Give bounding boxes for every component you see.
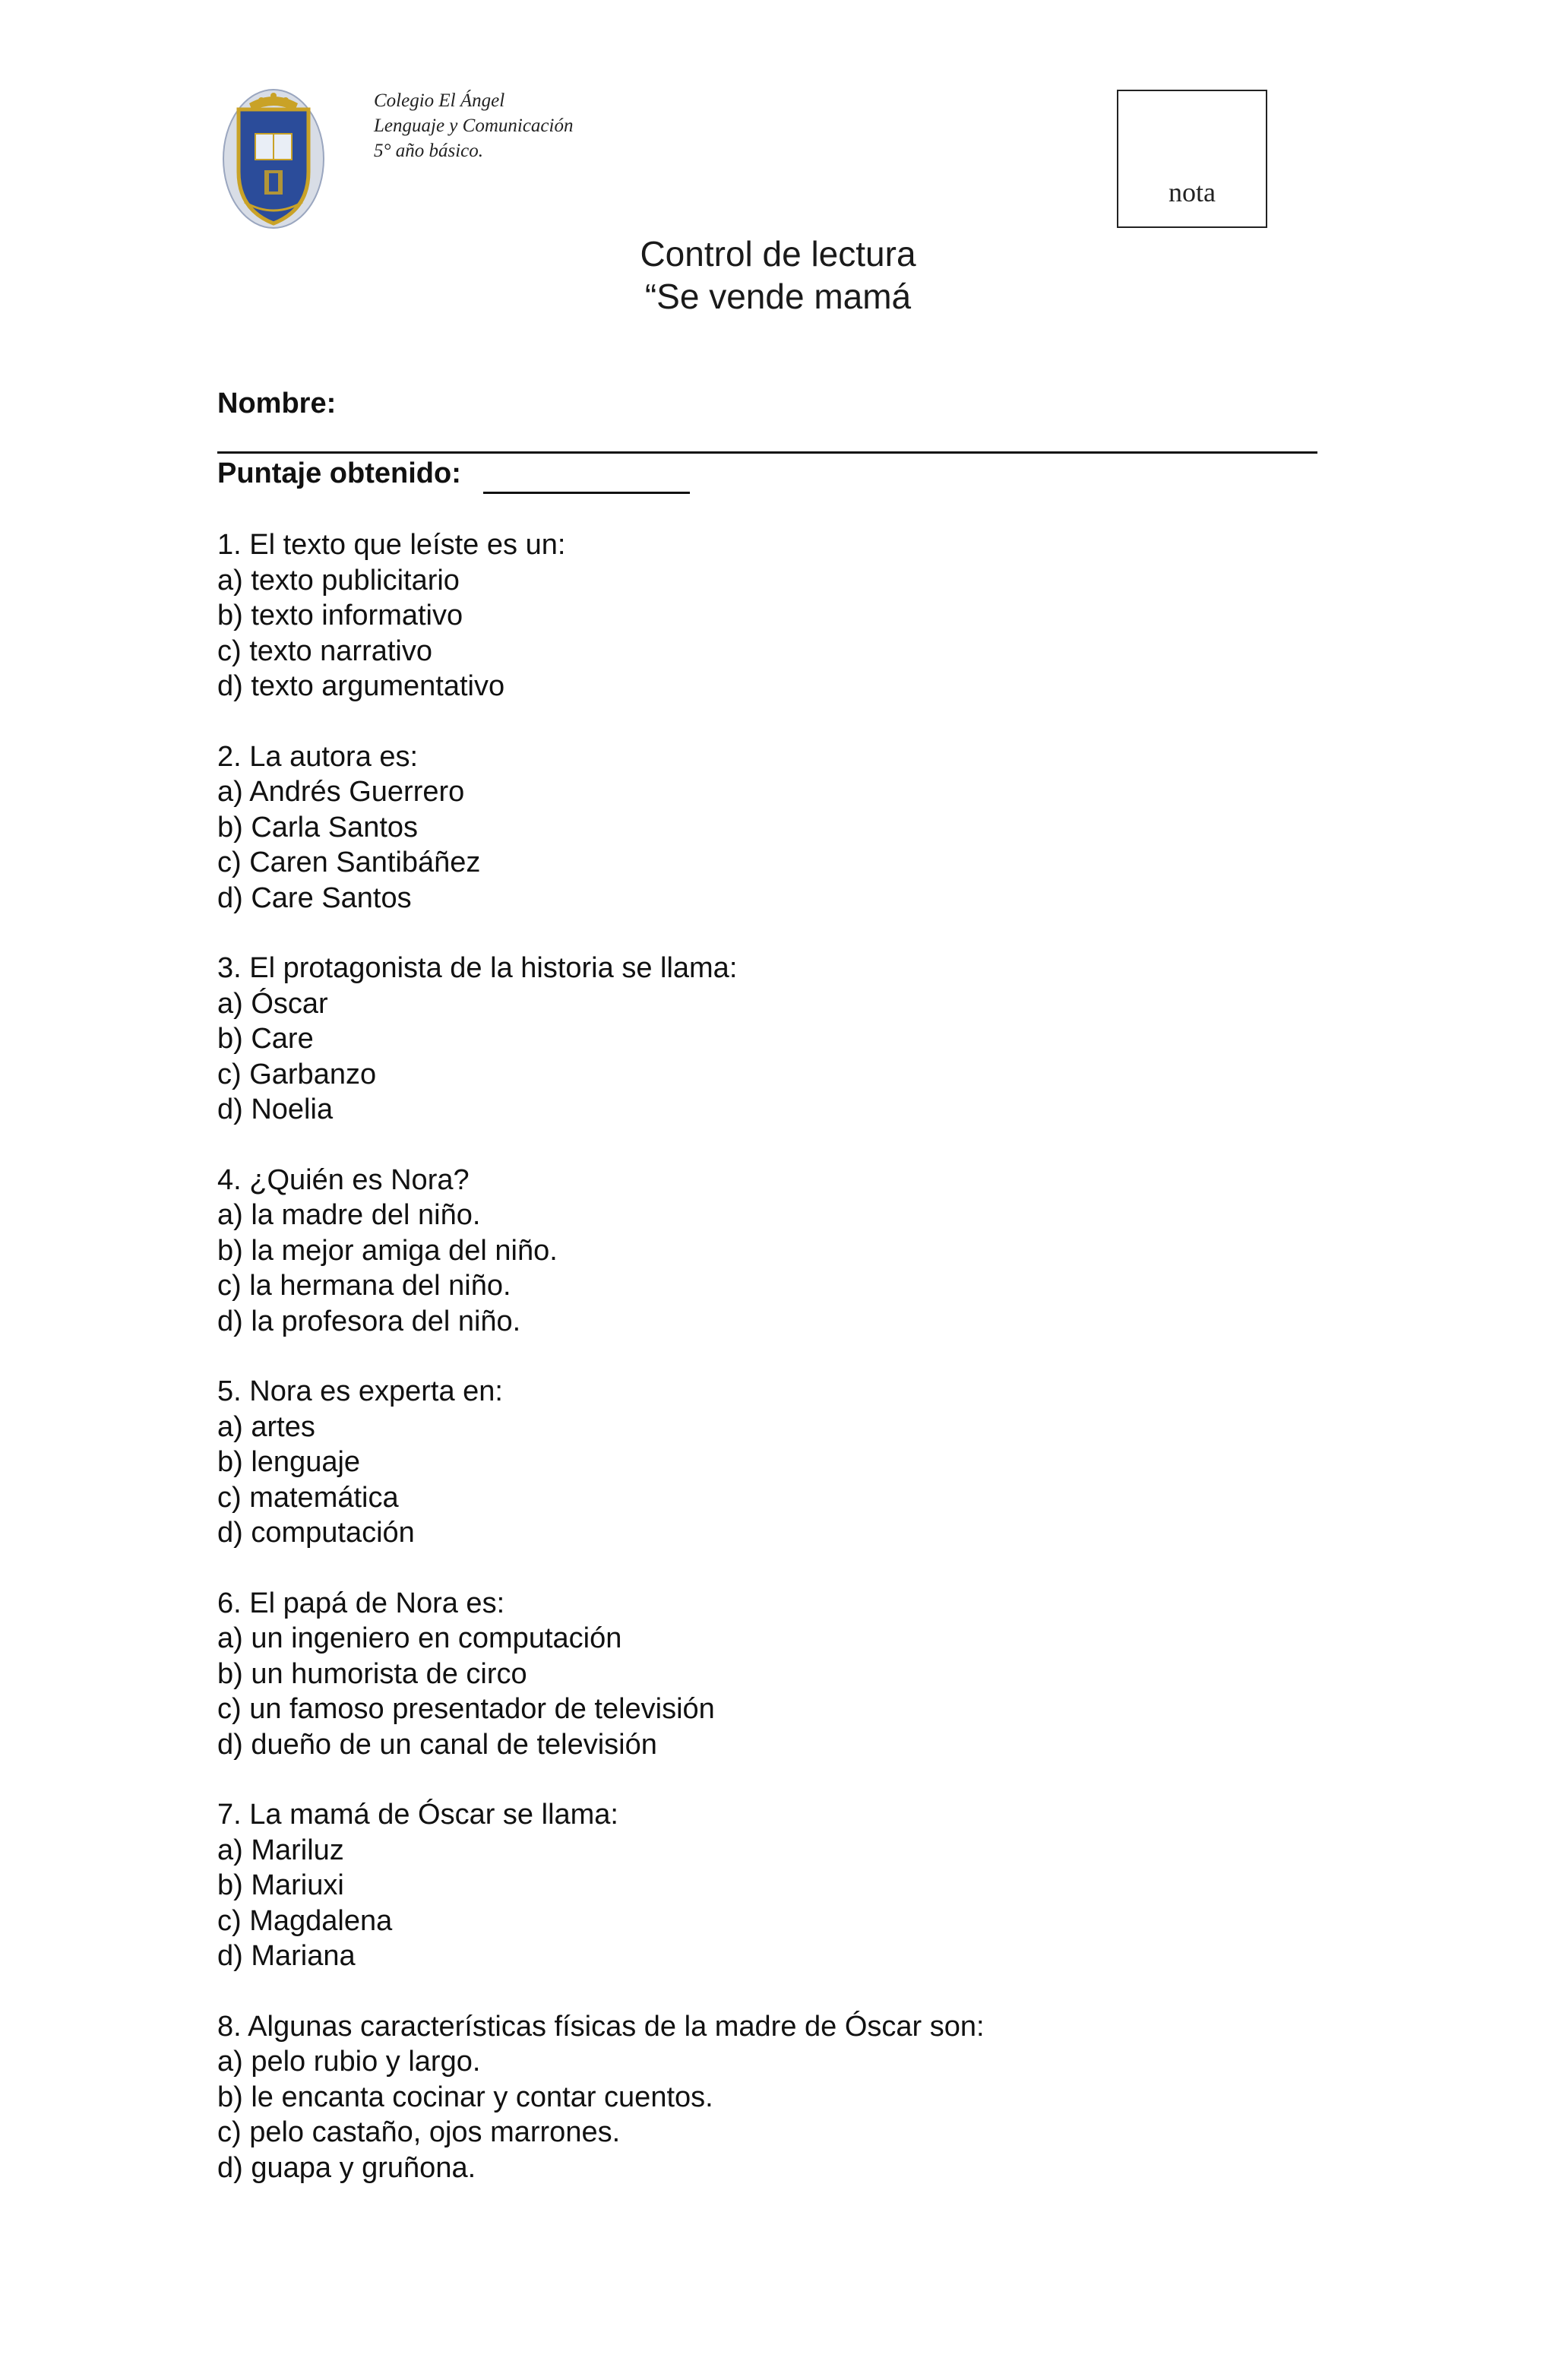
option-b[interactable]: b) Carla Santos — [217, 811, 419, 843]
question-2 — [217, 739, 1357, 916]
option-b[interactable]: b) la mejor amiga del niño. — [217, 1234, 558, 1267]
option-d[interactable]: d) Mariana — [217, 1940, 356, 1972]
option-a[interactable]: a) Óscar — [217, 987, 328, 1020]
option-c[interactable]: c) pelo castaño, ojos marrones. — [217, 2116, 621, 2148]
option-a[interactable]: a) la madre del niño. — [217, 1199, 481, 1231]
question-text: 1. El texto que leíste es un: — [217, 529, 566, 561]
option-c[interactable]: c) Caren Santibáñez — [217, 847, 481, 878]
option-b[interactable]: b) lenguaje — [217, 1446, 361, 1478]
grade-level: 5° año básico. — [374, 141, 484, 161]
option-a[interactable]: a) un ingeniero en computación — [217, 1622, 622, 1654]
question-1 — [217, 527, 1357, 704]
score-label: Puntaje obtenido: — [217, 457, 461, 489]
question-5 — [217, 1374, 1357, 1551]
option-c[interactable]: c) texto narrativo — [217, 635, 432, 667]
question-text: 7. La mamá de Óscar se llama: — [217, 1799, 618, 1831]
school-crest-logo — [222, 88, 325, 229]
question-6 — [217, 1586, 1357, 1763]
option-c[interactable]: c) Magdalena — [217, 1904, 393, 1937]
name-label: Nombre: — [217, 388, 337, 419]
option-c[interactable]: c) matemática — [217, 1481, 399, 1514]
option-d[interactable]: d) guapa y gruñona. — [217, 2151, 476, 2184]
option-a[interactable]: a) texto publicitario — [217, 564, 460, 597]
option-d[interactable]: d) Care Santos — [217, 881, 412, 914]
name-field-line[interactable] — [217, 451, 1317, 454]
option-a[interactable]: a) artes — [217, 1410, 315, 1443]
question-3 — [217, 951, 1357, 1128]
score-field-line[interactable] — [483, 492, 690, 494]
option-c[interactable]: c) un famoso presentador de televisión — [217, 1693, 715, 1725]
option-b[interactable]: b) Care — [217, 1023, 314, 1055]
question-text: 3. El protagonista de la historia se llama: — [217, 952, 738, 984]
question-7 — [217, 1797, 1357, 1974]
option-a[interactable]: a) Mariluz — [217, 1834, 344, 1866]
question-4 — [217, 1163, 1357, 1340]
option-d[interactable]: d) computación — [217, 1517, 415, 1549]
question-text: 8. Algunas características físicas de la madre de Óscar son: — [217, 2010, 985, 2043]
option-c[interactable]: c) la hermana del niño. — [217, 1270, 511, 1302]
question-text: 6. El papá de Nora es: — [217, 1587, 505, 1619]
option-d[interactable]: d) la profesora del niño. — [217, 1305, 521, 1337]
page-subtitle: “Se vende mamá — [644, 277, 912, 316]
school-name: Colegio El Ángel — [374, 90, 505, 111]
option-b[interactable]: b) texto informativo — [217, 600, 463, 631]
option-b[interactable]: b) un humorista de circo — [217, 1657, 527, 1690]
option-b[interactable]: b) Mariuxi — [217, 1869, 344, 1901]
option-c[interactable]: c) Garbanzo — [217, 1058, 377, 1090]
school-info — [374, 88, 573, 163]
option-d[interactable]: d) dueño de un canal de televisión — [217, 1728, 657, 1761]
option-b[interactable]: b) le encanta cocinar y contar cuentos. — [217, 2081, 713, 2113]
option-a[interactable]: a) Andrés Guerrero — [217, 776, 465, 808]
page-title: Control de lectura — [640, 234, 916, 274]
grade-box-label: nota — [1169, 177, 1216, 207]
subject-name: Lenguaje y Comunicación — [374, 116, 574, 136]
option-d[interactable]: d) texto argumentativo — [217, 670, 505, 702]
question-8 — [217, 2009, 1357, 2186]
question-text: 4. ¿Quién es Nora? — [217, 1163, 470, 1196]
question-text: 5. Nora es experta en: — [217, 1375, 503, 1407]
option-a[interactable]: a) pelo rubio y largo. — [217, 2046, 481, 2078]
option-d[interactable]: d) Noelia — [217, 1093, 334, 1125]
questions-list — [217, 527, 1357, 2220]
grade-box[interactable] — [1117, 90, 1267, 228]
question-text: 2. La autora es: — [217, 740, 419, 773]
